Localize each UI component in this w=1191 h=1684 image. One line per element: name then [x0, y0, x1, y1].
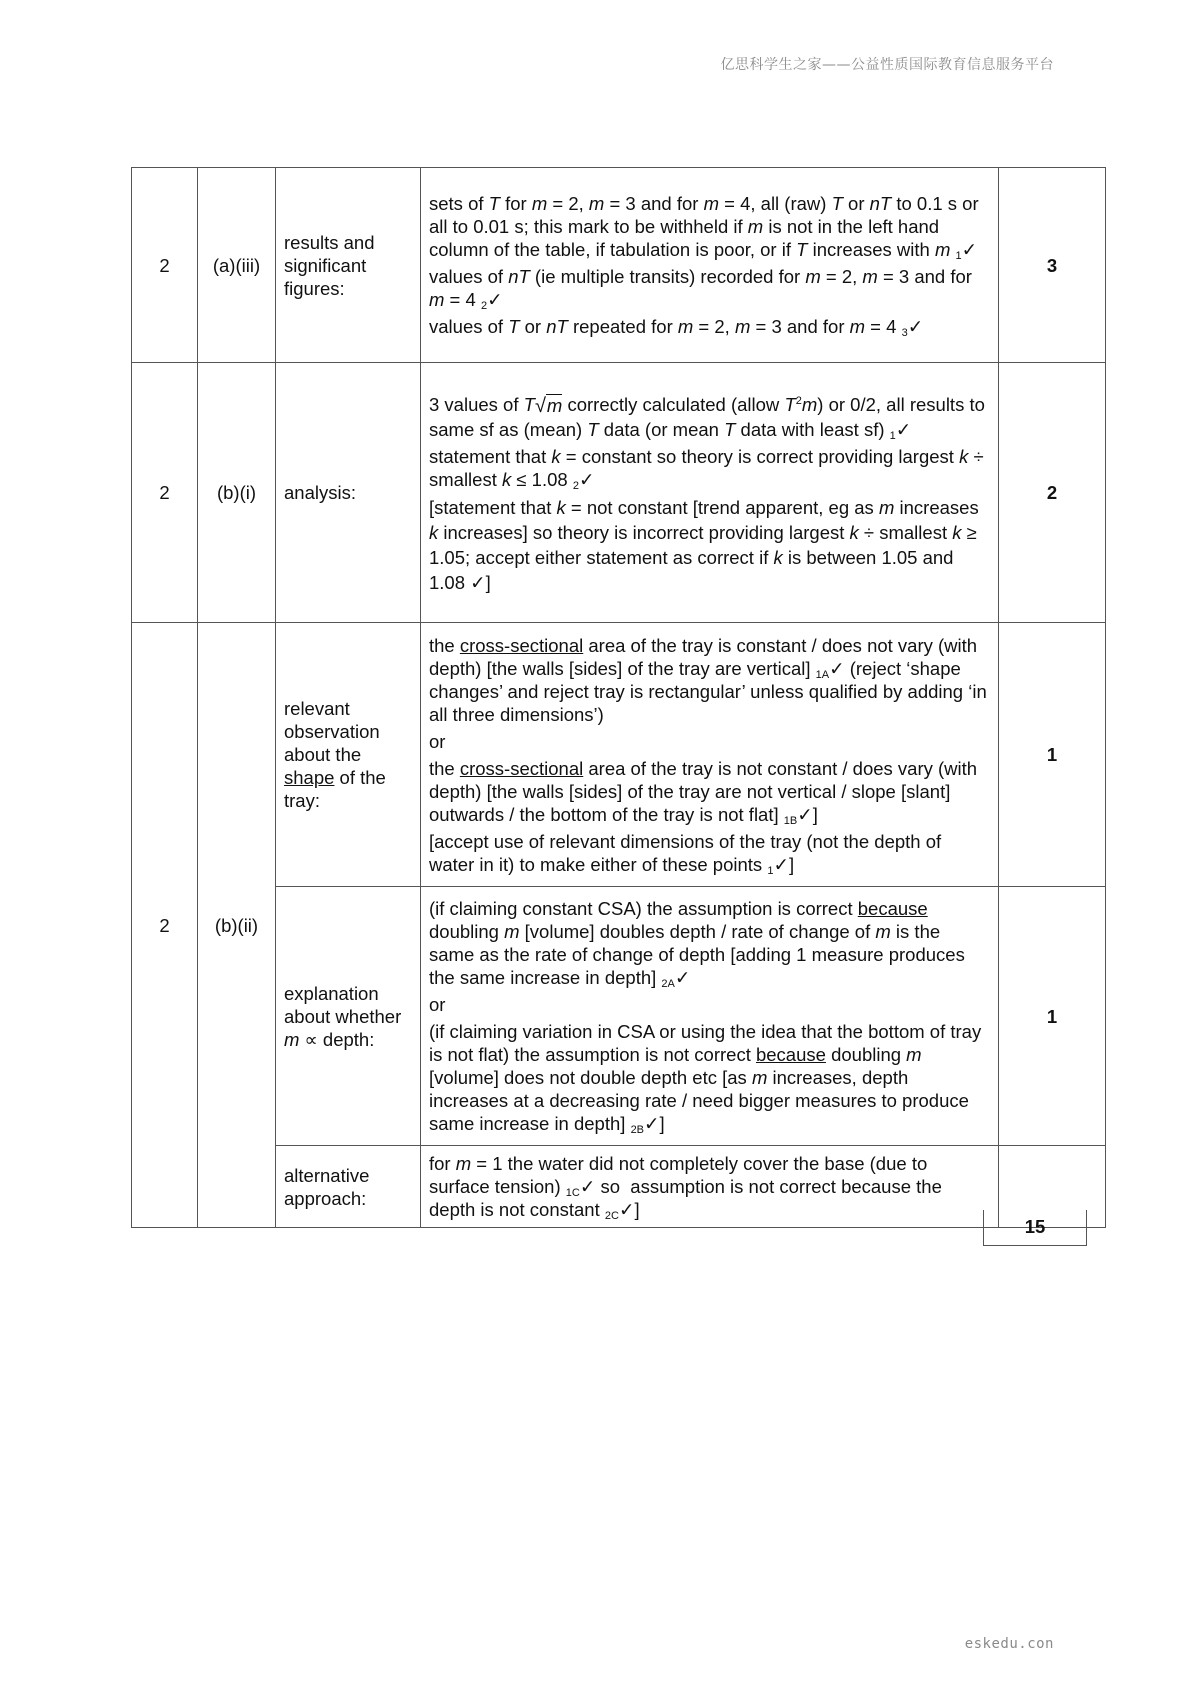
mark-point: [accept use of relevant dimensions of the tray (not the depth of water in it) to make either of these points $_1$✓] [429, 830, 942, 877]
mark-scheme-table [131, 167, 1106, 1228]
mark-description [421, 168, 999, 363]
mark-description [421, 623, 999, 887]
total-marks: 15 [983, 1210, 1087, 1246]
question-part: (b)(ii) [198, 623, 276, 1228]
marks-value: 1 [999, 887, 1106, 1146]
table-row [132, 363, 1106, 623]
marks-value: 2 [999, 363, 1106, 623]
mark-point: statement that k = constant so theory is correct providing largest k ÷ smallest k ≤ 1.08 $_2$✓ [429, 445, 984, 492]
marks-value: 3 [999, 168, 1106, 363]
marks-value: 1 [999, 623, 1106, 887]
table-row [132, 623, 1106, 887]
question-number: 2 [132, 363, 198, 623]
question-number: 2 [132, 168, 198, 363]
table-row [132, 1146, 1106, 1228]
table-row [132, 887, 1106, 1146]
mark-point: (if claiming constant CSA) the assumption is correct because doubling m [volume] doubles depth / rate of change of m is the same as the rate of change of depth [adding 1 measure produces the same increase in depth] $_{2A}$✓ [429, 898, 965, 990]
criterion-label: alternative approach: [276, 1146, 421, 1228]
criterion-label: explanation about whether m ∝ depth: [276, 887, 421, 1146]
mark-description [421, 887, 999, 1146]
mark-point: 3 values of T√m correctly calculated (allow $T^2m$) or 0/2, all results to same sf as (mean) T data (or mean T data with least sf) $_1$✓ [429, 394, 985, 442]
question-part: (b)(i) [198, 363, 276, 623]
mark-point: values of T or nT repeated for m = 2, m = 3 and for m = 4 $_3$✓ [429, 316, 924, 339]
mark-description [421, 1146, 999, 1228]
mark-point: the cross-sectional area of the tray is constant / does not vary (with depth) [the walls [sides] of the tray are vertical] $_{1A}$✓ (reject ‘shape changes’ and reject tray is rectangular’ unless qualified by adding ‘in all three dimensions’) [429, 634, 987, 725]
criterion-label: analysis: [276, 363, 421, 623]
mark-point: (if claiming variation in CSA or using the idea that the bottom of tray is not flat) the assumption is not correct because doubling m [volume] does not double depth etc [as m increases, depth increases at a decreasing rate / need bigger measures to produce same increase in depth] $_{2B}$✓] [429, 1021, 982, 1136]
or-label: or [429, 730, 446, 752]
mark-point: sets of T for m = 2, m = 3 and for m = 4, all (raw) T or nT to 0.1 s or all to 0.01 s; this mark to be withheld if m is not in the left hand column of the table, if tabulation is poor, or if T increases with m $_1$✓ [429, 193, 979, 262]
page-footer: eskedu.con [964, 1636, 1054, 1652]
page-header: 亿思科学生之家——公益性质国际教育信息服务平台 [720, 57, 1054, 73]
mark-description [421, 363, 999, 623]
table-row [132, 168, 1106, 363]
criterion-label: relevant observation about the shape of the tray: [276, 623, 421, 887]
mark-point: for m = 1 the water did not completely cover the base (due to surface tension) $_{1C}$✓ so assumption is not correct because the depth is not constant $_{2C}$✓] [429, 1153, 942, 1222]
criterion-label: results and significant figures: [276, 168, 421, 363]
question-part: (a)(iii) [198, 168, 276, 363]
mark-point: values of nT (ie multiple transits) recorded for m = 2, m = 3 and for m = 4 $_2$✓ [429, 266, 972, 312]
or-label: or [429, 994, 446, 1015]
question-number: 2 [132, 623, 198, 1228]
mark-point: [statement that k = not constant [trend apparent, eg as m increases k increases] so theory is incorrect providing largest k ÷ smallest k ≥ 1.05; accept either statement as correct if k is between 1.05 and 1.08 ✓] [429, 496, 979, 593]
mark-point: the cross-sectional area of the tray is not constant / does vary (with depth) [the walls [sides] of the tray are not vertical / slope [slant] outwards / the bottom of the tray is not flat] $_{1B}$✓] [429, 757, 978, 827]
